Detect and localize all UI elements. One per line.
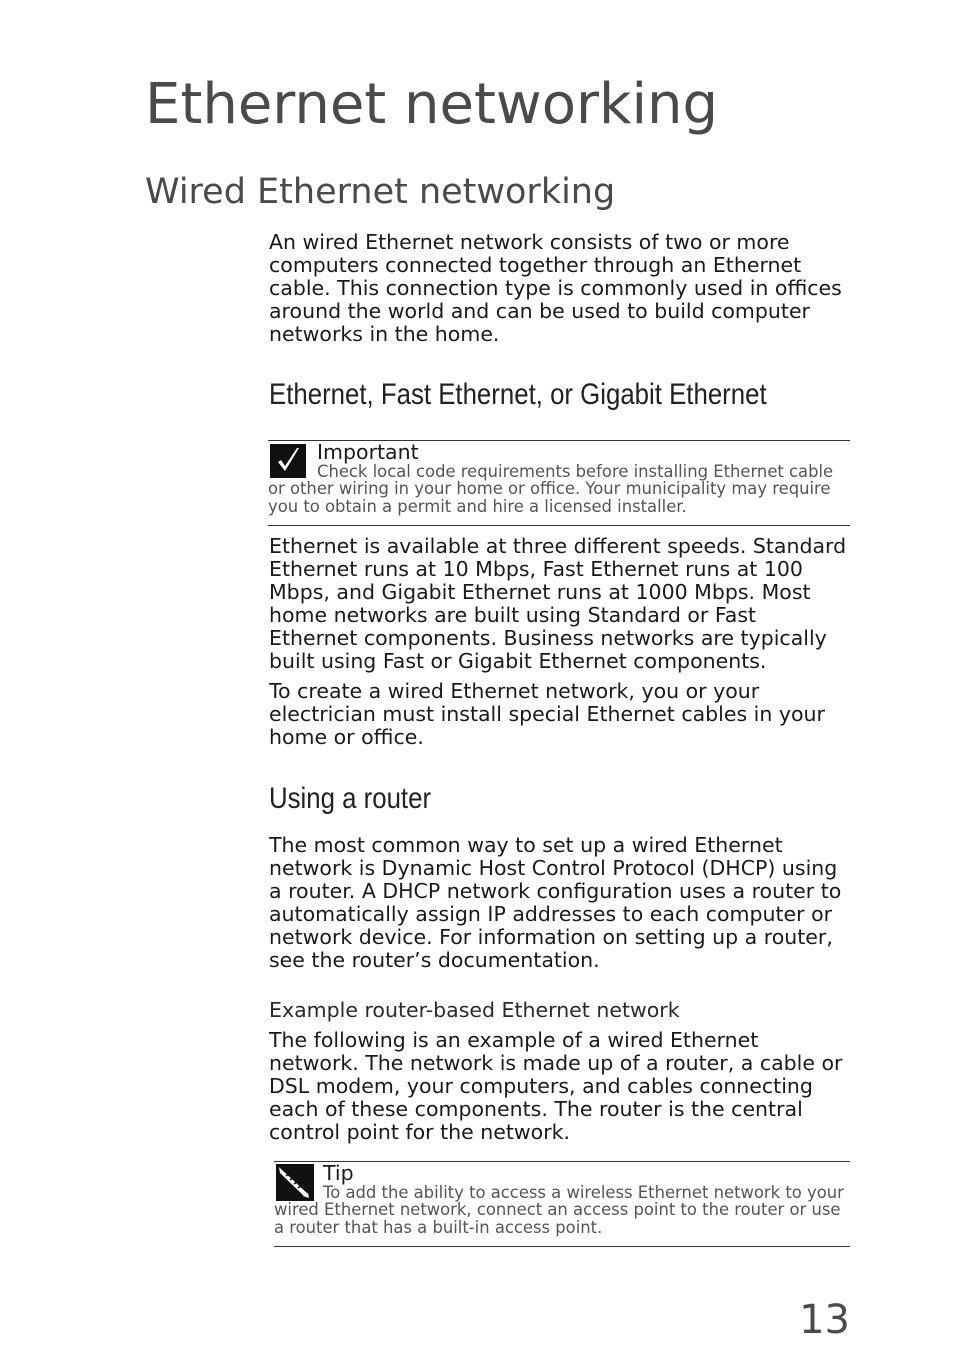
important-note <box>268 440 850 526</box>
page-number: 13 <box>799 1297 850 1343</box>
router-paragraph-1: The most common way to set up a wired Ethernet network is Dynamic Host Control Protocol (DHCP) using a router. A DHCP network configuration uses a router to automatically assign IP addresses to each computer or network device. For information on setting up a router, see the router’s documentation. <box>269 833 842 972</box>
router-subsection-title: Using a router <box>269 782 432 815</box>
speeds-paragraph-1-block <box>269 535 850 673</box>
router-paragraph-1-block <box>269 834 850 972</box>
page-title: Ethernet networking <box>145 72 719 137</box>
speeds-subsection-title: Ethernet, Fast Ethernet, or Gigabit Ethernet <box>269 378 767 411</box>
tip-text: To add the ability to access a wireless Ethernet network to your wired Ethernet network, connect an access point to the router or use a router that has a built-in access point. <box>274 1183 844 1237</box>
example-title-block <box>269 999 850 1022</box>
speeds-subsection-heading <box>269 378 850 412</box>
example-title: Example router-based Ethernet network <box>269 998 680 1022</box>
tip-note-block <box>274 1161 850 1247</box>
important-note-block <box>268 440 850 526</box>
speeds-paragraph-2: To create a wired Ethernet network, you or your electrician must install special Ethernet cables in your home or office. <box>269 679 825 749</box>
router-paragraph-2-block <box>269 1029 850 1144</box>
tip-label: Tip <box>323 1161 354 1185</box>
intro-paragraph: An wired Ethernet network consists of two or more computers connected together through an Ethernet cable. This connection type is commonly used in offices around the world and can be used to build computer networks in the home. <box>269 230 842 346</box>
intro-block <box>269 231 850 346</box>
router-subsection-heading <box>269 782 850 816</box>
important-label: Important <box>317 440 419 464</box>
speeds-paragraph-1: Ethernet is available at three different speeds. Standard Ethernet runs at 10 Mbps, Fast Ethernet runs at 100 Mbps, and Gigabit Ethernet runs at 1000 Mbps. Most home networks are built using Standard or Fast Ethernet components. Business networks are typically built using Fast or Gigabit Ethernet components. <box>269 534 847 673</box>
speeds-paragraph-2-block <box>269 680 850 749</box>
router-paragraph-2: The following is an example of a wired Ethernet network. The network is made up of a router, a cable or DSL modem, your computers, and cables connecting each of these components. The router is the central control point for the network. <box>269 1028 843 1144</box>
tip-note <box>274 1161 850 1247</box>
important-text: Check local code requirements before installing Ethernet cable or other wiring in your home or office. Your municipality may require you to obtain a permit and hire a licensed installer. <box>268 462 834 516</box>
section-title: Wired Ethernet networking <box>145 172 616 212</box>
